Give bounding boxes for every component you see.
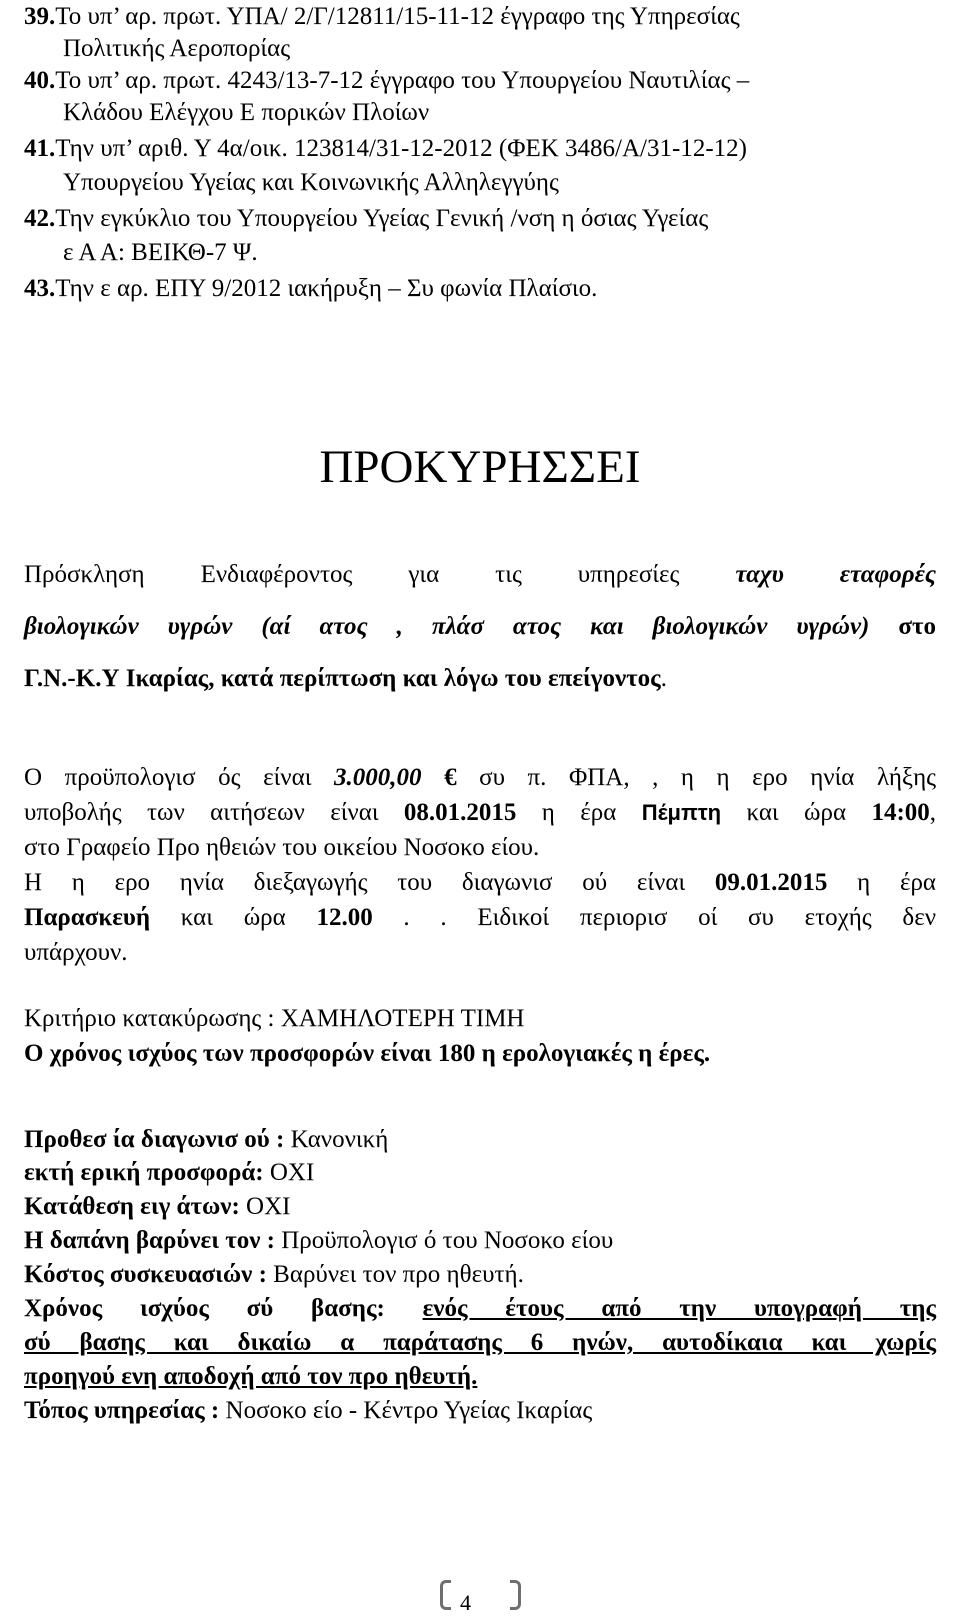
award-criterion: Κριτήριο κατακύρωσης : ΧΑΜΗΛΟΤΕΡΗ ΤΙΜΗ [24, 1005, 525, 1032]
budget-text: και ώρα [180, 904, 286, 931]
invitation-hospital: Γ.Ν.-Κ.Υ Ικαρίας, κατά περίπτωση και λόγω του επείγοντος [24, 665, 661, 692]
list-item-40 [24, 68, 749, 93]
invitation-line-3 [24, 666, 667, 691]
contest-weekday: Παρασκευή [24, 904, 151, 931]
term-value: Κανονική [284, 1126, 389, 1153]
term-packaging [24, 1262, 524, 1287]
list-item-42-cont: ε Α Α: ΒΕΙΚΘ-7 Ψ. [63, 239, 258, 266]
deadline-weekday: Πέμπτη [641, 800, 722, 825]
term-samples [24, 1194, 290, 1219]
budget-line-3: στο Γραφείο Προ ηθειών του οικείου Νοσοκο είου. [24, 834, 540, 861]
invitation-location-prefix: στο [898, 613, 936, 640]
list-text: Την εγκύκλιο του Υπουργείου Υγείας Γενική /νση η όσιας Υγείας [55, 205, 709, 232]
deadline-date: 08.01.2015 [403, 799, 517, 826]
euro-symbol: € [444, 764, 457, 791]
budget-text: , [929, 799, 937, 826]
list-number: 42. [24, 205, 56, 232]
term-value: Νοσοκο είο - Κέντρο Υγείας Ικαρίας [219, 1397, 593, 1424]
list-number: 39. [24, 3, 56, 30]
budget-amount: 3.000,00 [334, 764, 422, 791]
list-text: Την ε αρ. ΕΠΥ 9/2012 ιακήρυξη – Συ φωνία Πλαίσιο. [55, 275, 598, 302]
term-value: Βαρύνει τον προ ηθευτή. [266, 1261, 524, 1288]
term-expense [24, 1228, 613, 1253]
invitation-line-1 [24, 562, 936, 587]
budget-text: . . Ειδικοί περιορισ οί συ ετοχής δεν [403, 904, 936, 931]
list-text: Το υπ’ αρ. πρωτ. 4243/13-7-12 έγγραφο του Υπουργείου Ναυτιλίας – [55, 67, 750, 94]
invitation-end: . [660, 665, 667, 692]
budget-text: Η η ερο ηνία διεξαγωγής του διαγωνισ ού είναι [24, 869, 686, 896]
list-item-41-cont: Υπουργείου Υγείας και Κοινωνικής Αλληλεγγύης [63, 169, 559, 196]
term-deadline [24, 1127, 388, 1152]
term-value: ενός έτους από την υπογραφή της [422, 1295, 936, 1322]
term-contract-duration-end: προηγού ενη αποδοχή από τον προ ηθευτή. [24, 1363, 478, 1390]
page-number: 4 [460, 1590, 471, 1615]
list-item-41 [24, 136, 747, 161]
budget-text: υποβολής των αιτήσεων είναι [24, 799, 379, 826]
term-value: Προϋπολογισ ό του Νοσοκο είου [275, 1227, 614, 1254]
term-partial-offer [24, 1160, 314, 1185]
term-contract-duration-cont: σύ βασης και δικαίω α παράτασης 6 ηνών, αυτοδίκαια και χωρίς [24, 1329, 936, 1356]
term-contract-duration [24, 1296, 936, 1321]
budget-line-1 [24, 765, 936, 790]
term-value: ΟΧΙ [239, 1193, 291, 1220]
invitation-text: Πρόσκληση Ενδιαφέροντος για τις υπηρεσίες [24, 561, 680, 588]
term-label: Κόστος συσκευασιών : [24, 1261, 267, 1288]
term-label: εκτή ερική προσφορά: [24, 1159, 264, 1186]
invitation-service: ταχυ εταφορές [735, 561, 937, 588]
page-number-bracket-left [440, 1580, 451, 1610]
budget-line-5 [24, 905, 936, 930]
contest-time: 12.00 [316, 904, 373, 931]
offer-validity: Ο χρόνος ισχύος των προσφορών είναι 180 η ερολογιακές η έρες. [24, 1040, 711, 1067]
list-number: 40. [24, 67, 56, 94]
list-item-39-cont: Πολιτικής Αεροπορίας [63, 35, 291, 62]
contest-date: 09.01.2015 [714, 869, 828, 896]
invitation-line-2 [24, 614, 936, 639]
term-service-location [24, 1398, 592, 1423]
list-text: Το υπ’ αρ. πρωτ. ΥΠΑ/ 2/Γ/12811/15-11-12 έγγραφο της Υπηρεσίας [55, 3, 740, 30]
term-label: Προθεσ ία διαγωνισ ού : [24, 1126, 285, 1153]
budget-text: η έρα [541, 799, 617, 826]
budget-line-6: υπάρχουν. [24, 939, 128, 966]
list-text: Την υπ’ αριθ. Υ 4α/οικ. 123814/31-12-2012 (ΦΕΚ 3486/Α/31-12-12) [55, 135, 747, 162]
budget-text: Ο προϋπολογισ ός είναι [24, 764, 312, 791]
list-item-39 [24, 4, 740, 29]
budget-text: συ π. ΦΠΑ, , η η ερο ηνία λήξης [479, 764, 937, 791]
term-label: Τόπος υπηρεσίας : [24, 1397, 220, 1424]
invitation-service-detail: βιολογικών υγρών (αί ατος , πλάσ ατος και βιολογικών υγρών) [24, 613, 870, 640]
list-item-42 [24, 206, 708, 231]
budget-text: η έρα [857, 869, 937, 896]
term-label: Χρόνος ισχύος σύ βασης: [24, 1295, 385, 1322]
deadline-time: 14:00 [871, 799, 930, 826]
term-label: Η δαπάνη βαρύνει τον : [24, 1227, 275, 1254]
page-title: ΠΡΟΚΥΡΗΣΣΕΙ [319, 441, 641, 493]
budget-line-4 [24, 870, 936, 895]
budget-text: και ώρα [746, 799, 847, 826]
budget-line-2 [24, 800, 936, 825]
page-number-bracket-right [510, 1580, 521, 1610]
list-item-43 [24, 276, 597, 301]
list-item-40-cont: Κλάδου Ελέγχου Ε πορικών Πλοίων [63, 99, 430, 126]
list-number: 41. [24, 135, 56, 162]
term-value: ΟΧΙ [263, 1159, 315, 1186]
list-number: 43. [24, 275, 56, 302]
term-label: Κατάθεση ειγ άτων: [24, 1193, 240, 1220]
